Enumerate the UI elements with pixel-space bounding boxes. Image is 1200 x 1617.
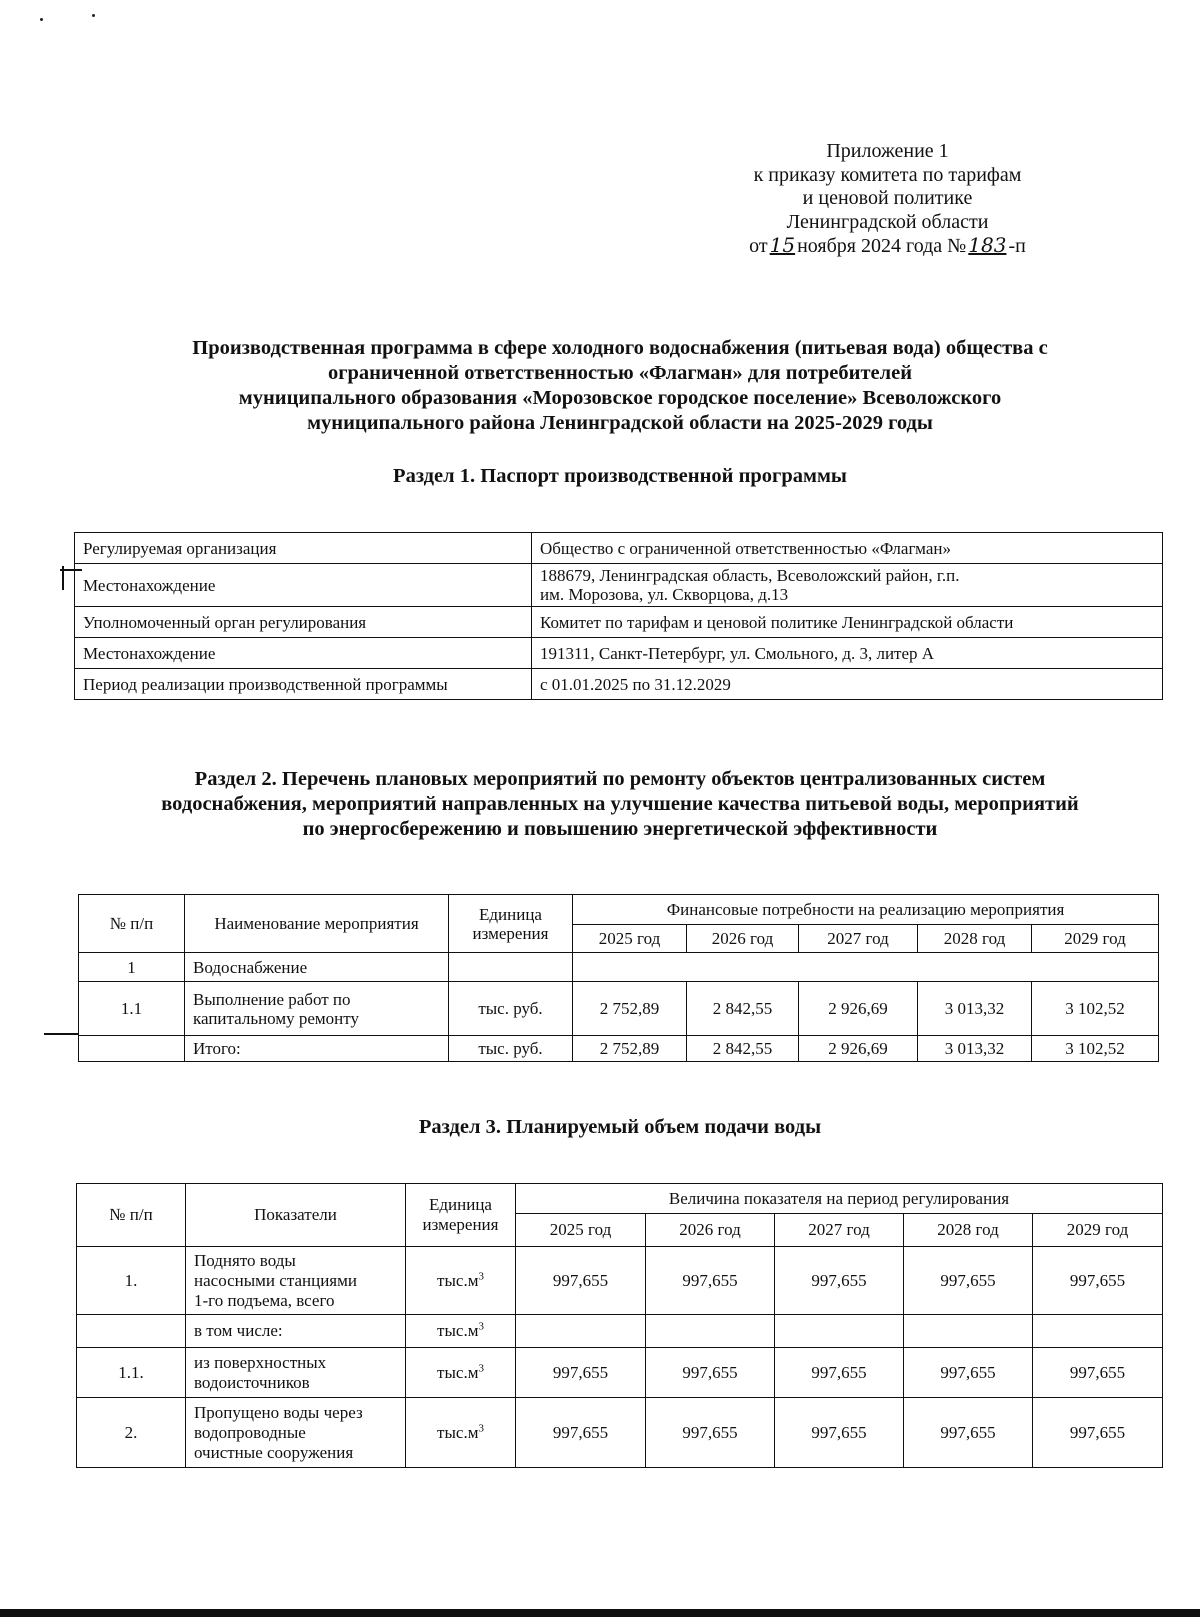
header-line: Единица [479, 904, 542, 924]
table-cell: 1 [79, 953, 185, 982]
table-cell: 997,655 [775, 1247, 904, 1315]
margin-mark [44, 1033, 78, 1035]
table-header-row [77, 1184, 1163, 1214]
heading-line: водоснабжения, мероприятий направленных на улучшение качества питьевой воды, мероприятий [161, 793, 1079, 815]
table-cell [186, 1348, 406, 1398]
table-cell: 997,655 [1033, 1348, 1163, 1398]
document-title [80, 336, 1160, 436]
heading-line: Раздел 2. Перечень плановых мероприятий по ремонту объектов централизованных систем [194, 768, 1046, 790]
table-cell: 997,655 [904, 1348, 1033, 1398]
title-line: муниципального района Ленинградской области на 2025-2029 годы [307, 412, 933, 434]
cell-line: насосными станциями [194, 1270, 357, 1290]
appendix-line: и ценовой политике [802, 187, 973, 209]
section2-heading [60, 767, 1180, 842]
year-header: 2029 год [1033, 1214, 1163, 1247]
cell-line: Поднято воды [194, 1250, 296, 1270]
cell-line: 1-го подъема, всего [194, 1290, 335, 1310]
table-row [79, 953, 1159, 982]
appendix-line: к приказу комитета по тарифам [753, 163, 1022, 186]
table-row [77, 1247, 1163, 1315]
cell-line: водопроводные [194, 1422, 306, 1442]
unit-cell [406, 1247, 516, 1315]
cell-line: из поверхностных [194, 1352, 327, 1372]
table-cell: 1.1. [77, 1348, 186, 1398]
table-cell: Общество с ограниченной ответственностью «Флагман» [532, 533, 1163, 564]
table-cell: Комитет по тарифам и ценовой политике Ленинградской области [532, 607, 1163, 638]
table-cell: 191311, Санкт-Петербург, ул. Смольного, д. 3, литер А [532, 638, 1163, 669]
table-cell: 2. [77, 1398, 186, 1468]
unit-text: тыс.м [437, 1362, 479, 1382]
table-cell: с 01.01.2025 по 31.12.2029 [532, 669, 1163, 700]
order-date-line [715, 234, 1060, 259]
title-line: муниципального образования «Морозовское городское поселение» Всеволожского [238, 387, 1002, 409]
unit-power: 3 [478, 1361, 484, 1374]
table-cell: 2 926,69 [799, 1036, 918, 1062]
table-cell: 1. [77, 1247, 186, 1315]
year-header: 2029 год [1032, 925, 1159, 953]
column-header [449, 895, 573, 953]
section1-heading: Раздел 1. Паспорт производственной программы [393, 465, 847, 487]
date-middle: ноября 2024 года № [797, 235, 967, 257]
table-cell: 3 013,32 [918, 982, 1032, 1036]
table-row [75, 533, 1163, 564]
table-cell [79, 1036, 185, 1062]
table-cell: 2 752,89 [573, 982, 687, 1036]
cell-line: капитальному ремонту [193, 1008, 359, 1028]
table-cell [904, 1315, 1033, 1348]
table-cell: Водоснабжение [185, 953, 449, 982]
table-cell: 1.1 [79, 982, 185, 1036]
column-header: Показатели [186, 1184, 406, 1247]
table-row [77, 1348, 1163, 1398]
table-cell [516, 1315, 646, 1348]
appendix-header [715, 140, 1060, 259]
table-cell: 2 926,69 [799, 982, 918, 1036]
year-header: 2026 год [646, 1214, 775, 1247]
unit-power: 3 [478, 1320, 484, 1333]
header-line: измерения [472, 923, 549, 943]
scan-speck [92, 14, 95, 17]
date-suffix: -п [1008, 235, 1026, 257]
title-line: ограниченной ответственностью «Флагман» для потребителей [327, 362, 913, 384]
table-cell [775, 1315, 904, 1348]
date-prefix: от [749, 235, 768, 257]
table-cell: 997,655 [646, 1398, 775, 1468]
table-row [79, 982, 1159, 1036]
cell-line: Пропущено воды через [194, 1402, 363, 1422]
scan-speck [40, 18, 43, 21]
unit-power: 3 [478, 1421, 484, 1434]
table-header-row [79, 895, 1159, 925]
table-cell [186, 1247, 406, 1315]
passport-table [74, 532, 1163, 700]
column-header: Наименование мероприятия [185, 895, 449, 953]
table-cell: 2 842,55 [687, 1036, 799, 1062]
table-cell [646, 1315, 775, 1348]
title-line: Производственная программа в сфере холодного водоснабжения (питьевая вода) общества с [192, 337, 1048, 359]
cell-line: Выполнение работ по [193, 989, 351, 1009]
table-cell: 3 102,52 [1032, 1036, 1159, 1062]
year-header: 2028 год [904, 1214, 1033, 1247]
measures-table [78, 894, 1159, 1062]
table-cell [573, 953, 1159, 982]
table-cell: 997,655 [775, 1348, 904, 1398]
cell-line: водоисточников [194, 1372, 310, 1392]
water-volume-table [76, 1183, 1163, 1468]
heading-line: по энергосбережению и повышению энергетической эффективности [302, 818, 938, 840]
year-header: 2025 год [516, 1214, 646, 1247]
table-cell: 997,655 [516, 1348, 646, 1398]
handwritten-day: 15 [769, 233, 796, 257]
table-cell [1033, 1315, 1163, 1348]
table-row [75, 669, 1163, 700]
table-cell [77, 1315, 186, 1348]
column-group-header: Финансовые потребности на реализацию мероприятия [573, 895, 1159, 925]
table-row [77, 1398, 1163, 1468]
table-cell: Местонахождение [75, 564, 532, 607]
table-cell: 997,655 [646, 1348, 775, 1398]
table-cell: 997,655 [904, 1398, 1033, 1468]
table-cell: 997,655 [775, 1398, 904, 1468]
table-cell [186, 1398, 406, 1468]
table-cell: Уполномоченный орган регулирования [75, 607, 532, 638]
address-line: им. Морозова, ул. Скворцова, д.13 [540, 585, 789, 604]
table-cell: Период реализации производственной программы [75, 669, 532, 700]
table-cell: Итого: [185, 1036, 449, 1062]
column-header: № п/п [79, 895, 185, 953]
table-row [77, 1315, 1163, 1348]
table-cell: 997,655 [516, 1398, 646, 1468]
appendix-line: Приложение 1 [826, 140, 949, 162]
table-cell: Регулируемая организация [75, 533, 532, 564]
table-cell: тыс. руб. [449, 982, 573, 1036]
table-cell [449, 953, 573, 982]
table-cell: в том числе: [186, 1315, 406, 1348]
table-row [75, 638, 1163, 669]
table-cell: 3 013,32 [918, 1036, 1032, 1062]
table-cell: 997,655 [646, 1247, 775, 1315]
year-header: 2028 год [918, 925, 1032, 953]
table-row [75, 564, 1163, 607]
year-header: 2027 год [775, 1214, 904, 1247]
table-cell: 997,655 [1033, 1247, 1163, 1315]
header-line: Единица [429, 1195, 492, 1214]
cell-line: очистные сооружения [194, 1442, 354, 1462]
year-header: 2027 год [799, 925, 918, 953]
table-cell: 3 102,52 [1032, 982, 1159, 1036]
table-cell: тыс. руб. [449, 1036, 573, 1062]
unit-cell [406, 1315, 516, 1348]
year-header: 2026 год [687, 925, 799, 953]
unit-text: тыс.м [437, 1321, 479, 1340]
table-cell: 2 752,89 [573, 1036, 687, 1062]
table-cell [532, 564, 1163, 607]
margin-mark [62, 566, 64, 590]
table-cell: 2 842,55 [687, 982, 799, 1036]
year-header: 2025 год [573, 925, 687, 953]
column-header: № п/п [77, 1184, 186, 1247]
table-total-row [79, 1036, 1159, 1062]
unit-cell [406, 1348, 516, 1398]
unit-cell [406, 1398, 516, 1468]
section3-heading: Раздел 3. Планируемый объем подачи воды [418, 1116, 822, 1138]
table-cell: 997,655 [904, 1247, 1033, 1315]
table-cell [185, 982, 449, 1036]
appendix-line: Ленинградской области [786, 210, 989, 233]
unit-text: тыс.м [437, 1422, 479, 1442]
table-row [75, 607, 1163, 638]
address-line: 188679, Ленинградская область, Всеволожский район, г.п. [540, 566, 960, 585]
column-group-header: Величина показателя на период регулирования [516, 1184, 1163, 1214]
unit-power: 3 [478, 1269, 484, 1282]
unit-text: тыс.м [437, 1270, 479, 1290]
table-cell: 997,655 [1033, 1398, 1163, 1468]
column-header [406, 1184, 516, 1247]
bottom-scan-edge [0, 1609, 1200, 1617]
header-line: измерения [422, 1215, 499, 1234]
handwritten-order-number: 183 [968, 233, 1007, 257]
table-cell: 997,655 [516, 1247, 646, 1315]
table-cell: Местонахождение [75, 638, 532, 669]
